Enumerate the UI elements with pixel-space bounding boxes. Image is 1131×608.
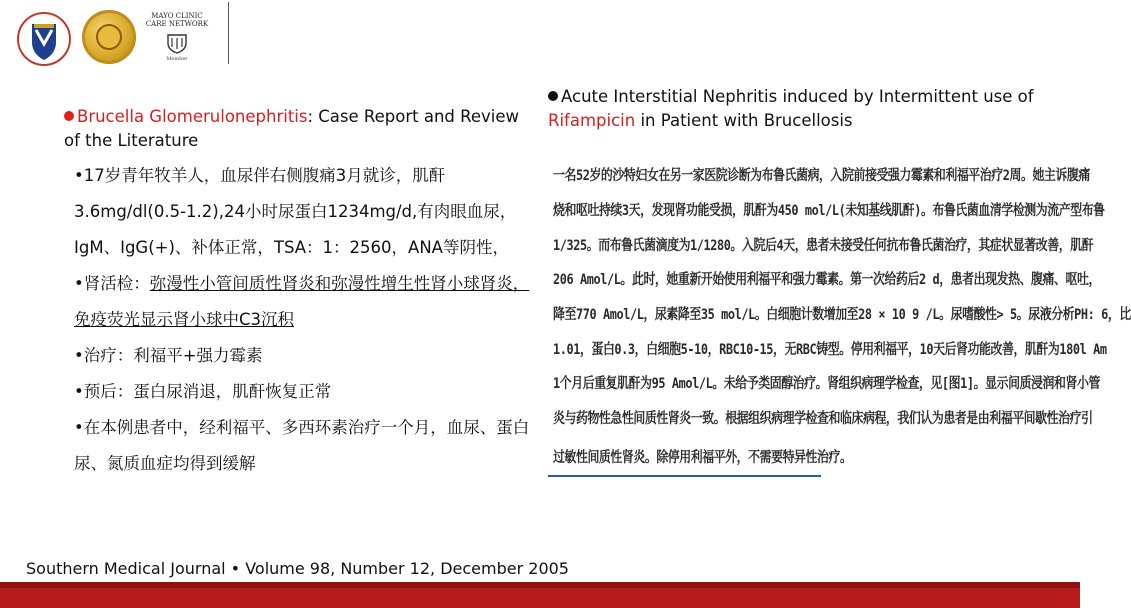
black-bullet-icon	[548, 91, 558, 101]
header-divider	[228, 2, 229, 64]
zum-hospital-logo	[12, 10, 76, 68]
right-title-part1: Acute Interstitial Nephritis induced by Intermittent use of	[561, 87, 1034, 106]
biopsy-findings: 弥漫性小管间质性肾炎和弥漫性增生性肾小球肾炎，免疫荧光显示肾小球中C3沉积	[74, 274, 530, 329]
list-item-outcome: •在本例患者中，经利福平、多西环素治疗一个月，血尿、蛋白尿、氮质血症均得到缓解	[74, 418, 530, 473]
scan-line: 烧和呕吐持续3天，发现肾功能受损，肌酐为450 mol/L(未知基线肌酐)。布鲁氏菌血清学检测为流产型布鲁	[553, 203, 1105, 219]
scan-line: 降至770 Amol/L，尿素降至35 mol/L。白细胞计数增加至28 × 10 9 /L。尿嗜酸性> 5。尿液分析PH: 6，比	[553, 307, 1131, 323]
scan-line: 一名52岁的沙特妇女在另一家医院诊断为布鲁氏菌病，入院前接受强力霉素和利福平治疗2周。她主诉腹痛	[553, 168, 1090, 184]
scan-line: 炎与药物性急性间质性肾炎一致。根据组织病理学检查和临床病程，我们认为患者是由利福平间歇性治疗引	[553, 411, 1093, 427]
list-item-biopsy	[74, 266, 534, 338]
mayo-member-label: Member	[166, 56, 188, 62]
right-article-title	[548, 85, 1048, 133]
scanned-text-excerpt	[553, 160, 1131, 480]
left-title-highlight: Brucella Glomerulonephritis	[77, 107, 308, 126]
right-title-highlight: Rifampicin	[548, 111, 636, 130]
left-article-title	[64, 105, 534, 153]
scan-line: 过敏性间质性肾炎。除停用利福平外，不需要特异性治疗。	[553, 450, 852, 466]
scan-line: 1/325。而布鲁氏菌滴度为1/1280。入院后4天，患者未接受任何抗布鲁氏菌治疗，其症状显著改善，肌酐	[553, 238, 1094, 254]
scan-line: 1.01，蛋白0.3，白细胞5-10，RBC10-15，无RBC铸型。停用利福平，10天后肾功能改善，肌酐为180l Am	[553, 342, 1107, 358]
left-title-rest: : Case Report and Review of the Literature	[64, 107, 520, 150]
gold-medal-logo	[82, 10, 136, 64]
list-item-prognosis: •预后：蛋白尿消退，肌酐恢复正常	[74, 382, 332, 401]
footer-bar	[0, 582, 1080, 608]
list-item-treatment: •治疗：利福平+强力霉素	[74, 346, 263, 365]
list-item-patient: •17岁青年牧羊人，血尿伴右侧腹痛3月就诊，肌酐3.6mg/dl(0.5-1.2),24小时尿蛋白1234mg/d,有肉眼血尿，IgM、IgG(+)、补体正常，TSA：1：2560，ANA等阴性，	[74, 166, 517, 257]
mayo-clinic-logo	[142, 12, 212, 62]
excerpt-underline	[548, 475, 821, 477]
journal-citation: Southern Medical Journal • Volume 98, Number 12, December 2005	[26, 559, 569, 578]
red-bullet-icon	[64, 111, 74, 121]
scan-line: 206 Amol/L。此时，她重新开始使用利福平和强力霉素。第一次给药后2 d，患者出现发热、腹痛、呕吐，	[553, 272, 1100, 288]
right-title-part2: in Patient with Brucellosis	[635, 111, 853, 130]
mayo-shield-icon	[166, 32, 188, 54]
scan-line: 1个月后重复肌酐为95 Amol/L。未给予类固醇治疗。肾组织病理学检查，见[图1]。显示间质浸润和肾小管	[553, 376, 1100, 392]
biopsy-label: •肾活检：	[74, 274, 150, 293]
mayo-line1: MAYO CLINIC	[151, 12, 203, 20]
case-summary-list	[74, 158, 534, 482]
mayo-line2: CARE NETWORK	[145, 20, 209, 28]
